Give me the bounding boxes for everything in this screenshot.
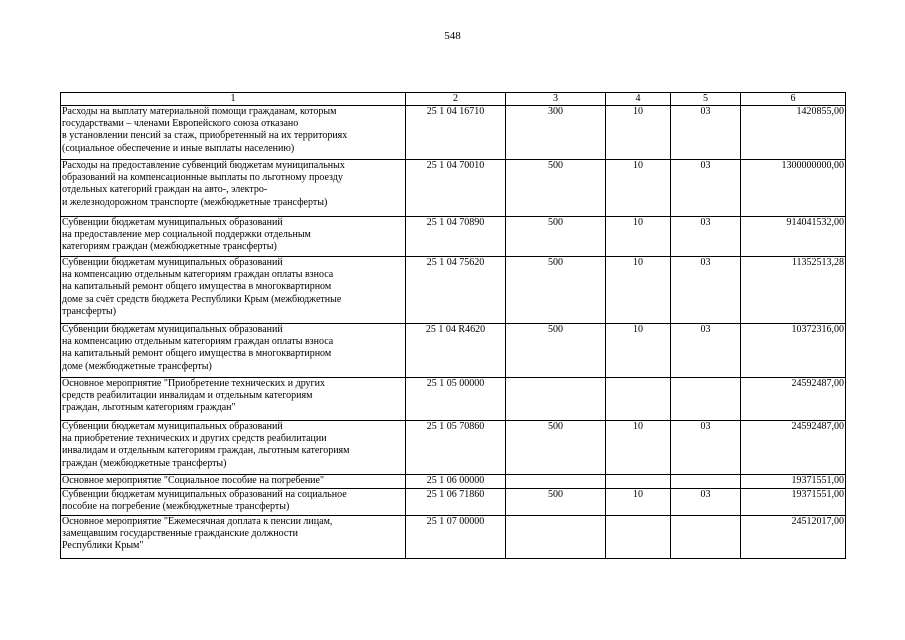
section-code [606,475,671,489]
amount: 1300000000,00 [741,160,846,217]
column-header-6: 6 [741,93,846,106]
amount: 24512017,00 [741,516,846,559]
expense-name: Субвенции бюджетам муниципальных образований на социальное пособие на погребение (межбюджетные трансферты) [61,489,406,516]
column-header-1: 1 [61,93,406,106]
amount: 11352513,28 [741,257,846,324]
expense-type-code [506,475,606,489]
subsection-code: 03 [671,106,741,160]
expense-type-code: 500 [506,217,606,257]
table-row [61,324,846,378]
amount: 19371551,00 [741,489,846,516]
expense-type-code: 500 [506,160,606,217]
subsection-code: 03 [671,257,741,324]
amount: 914041532,00 [741,217,846,257]
table-row [61,516,846,559]
table-row [61,106,846,160]
budget-table [60,92,846,559]
target-code: 25 1 04 R4620 [406,324,506,378]
subsection-code [671,475,741,489]
subsection-code: 03 [671,324,741,378]
target-code: 25 1 04 75620 [406,257,506,324]
expense-type-code: 500 [506,489,606,516]
target-code: 25 1 05 70860 [406,421,506,475]
column-header-2: 2 [406,93,506,106]
section-code: 10 [606,217,671,257]
table-row [61,378,846,421]
column-header-3: 3 [506,93,606,106]
amount: 10372316,00 [741,324,846,378]
column-header-5: 5 [671,93,741,106]
subsection-code: 03 [671,489,741,516]
target-code: 25 1 07 00000 [406,516,506,559]
expense-type-code: 300 [506,106,606,160]
target-code: 25 1 05 00000 [406,378,506,421]
subsection-code [671,516,741,559]
amount: 24592487,00 [741,421,846,475]
target-code: 25 1 04 70890 [406,217,506,257]
section-code: 10 [606,421,671,475]
table-row [61,217,846,257]
expense-name: Субвенции бюджетам муниципальных образований на приобретение технических и других средств реабилитации инвалидам и отдельным категориям граждан, льготным категориям граждан (межбюджетные трансферты) [61,421,406,475]
table-row [61,475,846,489]
section-code [606,516,671,559]
target-code: 25 1 04 70010 [406,160,506,217]
section-code: 10 [606,257,671,324]
expense-type-code [506,378,606,421]
section-code: 10 [606,106,671,160]
expense-name: Субвенции бюджетам муниципальных образований на компенсацию отдельным категориям граждан оплаты взноса на капитальный ремонт общего имущества в многоквартирном доме за счёт средств бюджета Республики Крым (межбюджетные трансферты) [61,257,406,324]
header-row [61,93,846,106]
target-code: 25 1 06 71860 [406,489,506,516]
expense-type-code: 500 [506,324,606,378]
subsection-code: 03 [671,217,741,257]
column-header-4: 4 [606,93,671,106]
expense-name: Основное мероприятие "Ежемесячная доплата к пенсии лицам, замещавшим государственные гражданские должности Республики Крым" [61,516,406,559]
section-code: 10 [606,160,671,217]
subsection-code [671,378,741,421]
table-row [61,257,846,324]
amount: 19371551,00 [741,475,846,489]
expense-name: Субвенции бюджетам муниципальных образований на предоставление мер социальной поддержки отдельным категориям граждан (межбюджетные трансферты) [61,217,406,257]
table-row [61,160,846,217]
table-row [61,489,846,516]
page-number: 548 [444,30,461,42]
expense-name: Расходы на предоставление субвенций бюджетам муниципальных образований на компенсационные выплаты по льготному проезду отдельных категорий граждан на авто-, электро- и железнодорожном транспорте (межбюджетные трансферты) [61,160,406,217]
subsection-code: 03 [671,421,741,475]
expense-name: Расходы на выплату материальной помощи гражданам, которым государствами – членами Европейского союза отказано в установлении пенсий за стаж, приобретенный на их территориях (социальное обеспечение и иные выплаты населению) [61,106,406,160]
table-row [61,421,846,475]
expense-type-code: 500 [506,257,606,324]
subsection-code: 03 [671,160,741,217]
target-code: 25 1 06 00000 [406,475,506,489]
expense-name: Основное мероприятие "Социальное пособие на погребение" [61,475,406,489]
section-code: 10 [606,489,671,516]
amount: 24592487,00 [741,378,846,421]
section-code: 10 [606,324,671,378]
expense-name: Субвенции бюджетам муниципальных образований на компенсацию отдельным категориям граждан оплаты взноса на капитальный ремонт общего имущества в многоквартирном доме (межбюджетные трансферты) [61,324,406,378]
expense-type-code: 500 [506,421,606,475]
target-code: 25 1 04 16710 [406,106,506,160]
amount: 1420855,00 [741,106,846,160]
expense-type-code [506,516,606,559]
section-code [606,378,671,421]
expense-name: Основное мероприятие "Приобретение технических и других средств реабилитации инвалидам и отдельным категориям граждан, льготным категориям граждан" [61,378,406,421]
